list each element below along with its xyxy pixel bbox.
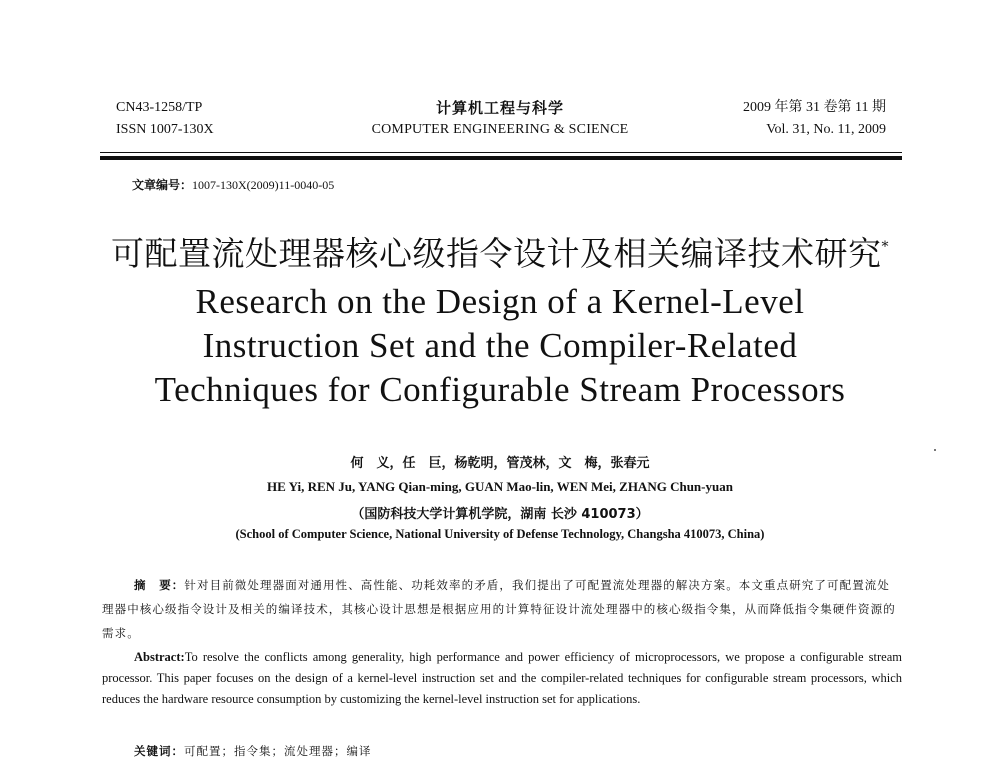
- title-en-line-2: Instruction Set and the Compiler-Related: [202, 326, 798, 365]
- issue-en: Vol. 31, No. 11, 2009: [766, 122, 886, 137]
- title-en-line-3: Techniques for Configurable Stream Processors: [154, 370, 846, 409]
- header-right: [743, 97, 886, 141]
- abstract-cn-label: 摘 要：: [134, 578, 185, 592]
- issn-number: ISSN 1007-130X: [116, 122, 214, 137]
- journal-name-en: COMPUTER ENGINEERING & SCIENCE: [371, 122, 629, 137]
- authors-en: HE Yi, REN Ju, YANG Qian-ming, GUAN Mao-lin, WEN Mei, ZHANG Chun-yuan: [267, 479, 733, 494]
- header-left: [116, 97, 214, 141]
- article-number-value: 1007-130X(2009)11-0040-05: [192, 178, 335, 192]
- article-number: [132, 176, 334, 193]
- affiliation-cn: （国防科技大学计算机学院，湖南 长沙 410073）: [351, 507, 649, 522]
- abstract-en-text: To resolve the conflicts among generality, high performance and power efficiency of microprocessors, we propose a configurable stream processor. This paper focuses on the design of a kernel-level instruction set and the compiler-related techniques for configurable stream processors, which reduces the hardware resource consumption by customizing the kernel-level instruction set for applications.: [102, 650, 902, 706]
- abstract-cn-text: 针对目前微处理器面对通用性、高性能、功耗效率的矛盾，我们提出了可配置流处理器的解决方案。本文重点研究了可配置流处理器中核心级指令设计及相关的编译技术，其核心设计思想是根据应用的计算特征设计流处理器中的核心级指令集，从而降低指令集硬件资源的需求。: [102, 578, 896, 640]
- scan-speck: [934, 449, 936, 451]
- journal-name-cn: 计算机工程与科学: [435, 99, 564, 117]
- keywords-cn-text: 可配置；指令集；流处理器；编译: [184, 744, 372, 758]
- title-footnote-mark: *: [881, 239, 889, 255]
- authors-cn: 何 义，任 巨，杨乾明，管茂林，文 梅，张春元: [350, 456, 650, 471]
- header-rule-thin: [100, 152, 902, 153]
- header-journal: [300, 97, 700, 141]
- title-en: [0, 280, 1000, 412]
- affiliation-en: (School of Computer Science, National University of Defense Technology, Changsha 410073, China): [235, 527, 765, 541]
- cn-number: CN43-1258/TP: [116, 100, 203, 115]
- title-cn-text: 可配置流处理器核心级指令设计及相关编译技术研究: [111, 234, 882, 273]
- keywords-cn-label: 关键词：: [134, 744, 184, 758]
- title-en-line-1: Research on the Design of a Kernel-Level: [195, 282, 805, 321]
- header-rule-thick: [100, 156, 902, 160]
- abstract-cn: [102, 573, 902, 645]
- abstract-en-label: Abstract:: [134, 650, 185, 664]
- article-number-label: 文章编号：: [132, 178, 193, 192]
- keywords-cn: [134, 743, 372, 759]
- title-cn: [0, 228, 1000, 275]
- abstract-en: [102, 647, 902, 710]
- issue-cn: 2009 年第 31 卷第 11 期: [743, 100, 886, 115]
